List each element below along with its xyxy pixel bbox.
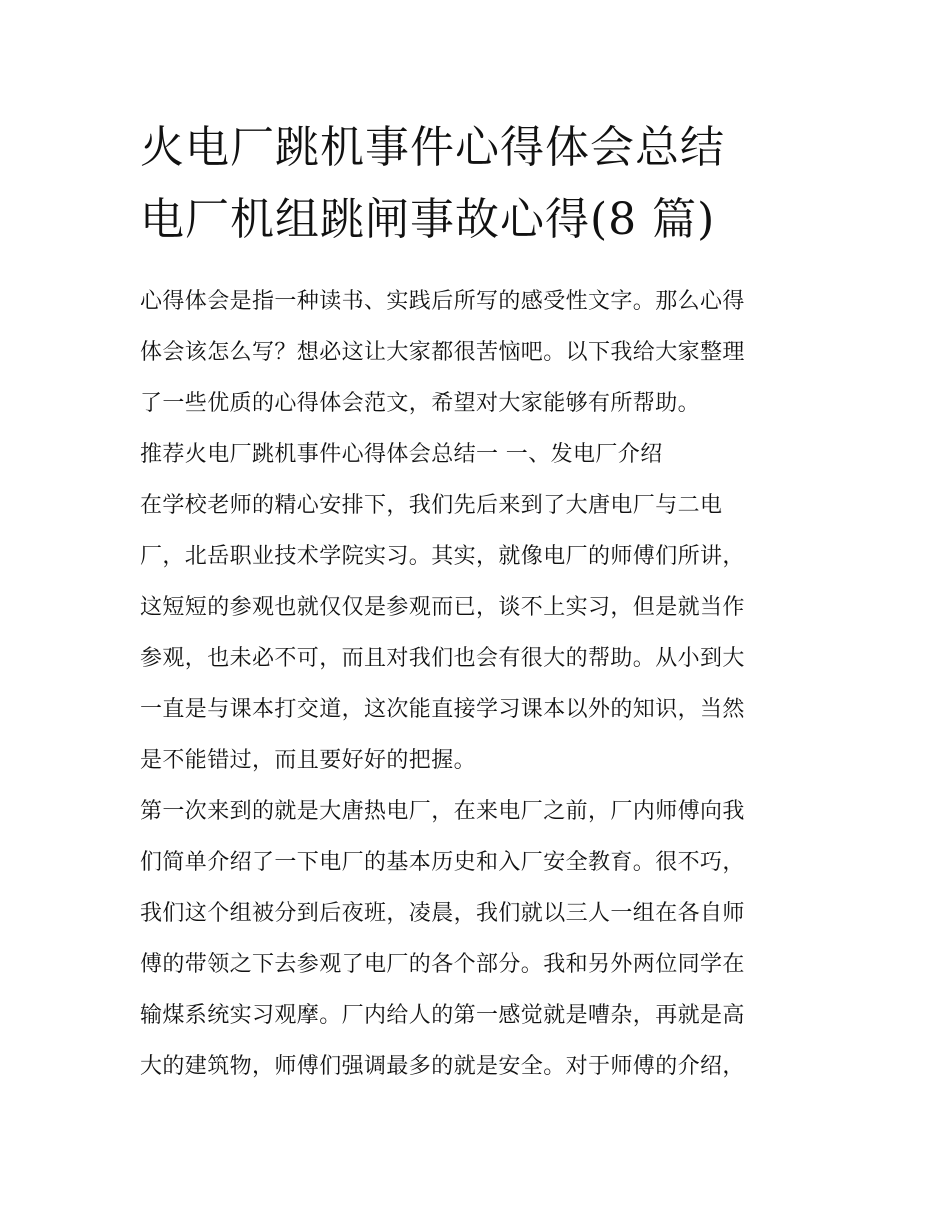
section-heading-line: 推荐火电厂跳机事件心得体会总结一 一、发电厂介绍 [140, 442, 663, 467]
body-line-6: 厂，北岳职业技术学院实习。其实，就像电厂的师傅们所讲， [140, 544, 745, 569]
body-line-12: 们简单介绍了一下电厂的基本历史和入厂安全教育。很不巧， [140, 850, 745, 875]
body-line-8: 参观，也未必不可，而且对我们也会有很大的帮助。从小到大 [140, 646, 745, 671]
body-line-7: 这短短的参观也就仅仅是参观而已，谈不上实习，但是就当作 [140, 595, 745, 620]
body-line-1: 心得体会是指一种读书、实践后所写的感受性文字。那么心得 [140, 289, 745, 314]
body-line-9: 一直是与课本打交道，这次能直接学习课本以外的知识，当然 [140, 697, 745, 722]
title-line-2: 电厂机组跳闸事故心得(8 篇) [140, 194, 716, 245]
title-line-1: 火电厂跳机事件心得体会总结 [140, 122, 725, 173]
body-line-14: 傅的带领之下去参观了电厂的各个部分。我和另外两位同学在 [140, 952, 745, 977]
document-title [140, 112, 830, 256]
body-line-15: 输煤系统实习观摩。厂内给人的第一感觉就是嘈杂，再就是高 [140, 1003, 745, 1028]
body-line-3: 了一些优质的心得体会范文，希望对大家能够有所帮助。 [140, 391, 701, 416]
body-line-10: 是不能错过，而且要好好的把握。 [140, 748, 477, 773]
body-line-13: 我们这个组被分到后夜班，凌晨，我们就以三人一组在各自师 [140, 901, 745, 926]
body-line-11: 第一次来到的就是大唐热电厂，在来电厂之前，厂内师傅向我 [140, 799, 745, 824]
body-line-2: 体会该怎么写？想必这让大家都很苦恼吧。以下我给大家整理 [140, 340, 745, 365]
document-body [140, 276, 830, 1092]
body-line-16: 大的建筑物，师傅们强调最多的就是安全。对于师傅的介绍， [140, 1054, 745, 1079]
body-line-5: 在学校老师的精心安排下，我们先后来到了大唐电厂与二电 [140, 493, 723, 518]
